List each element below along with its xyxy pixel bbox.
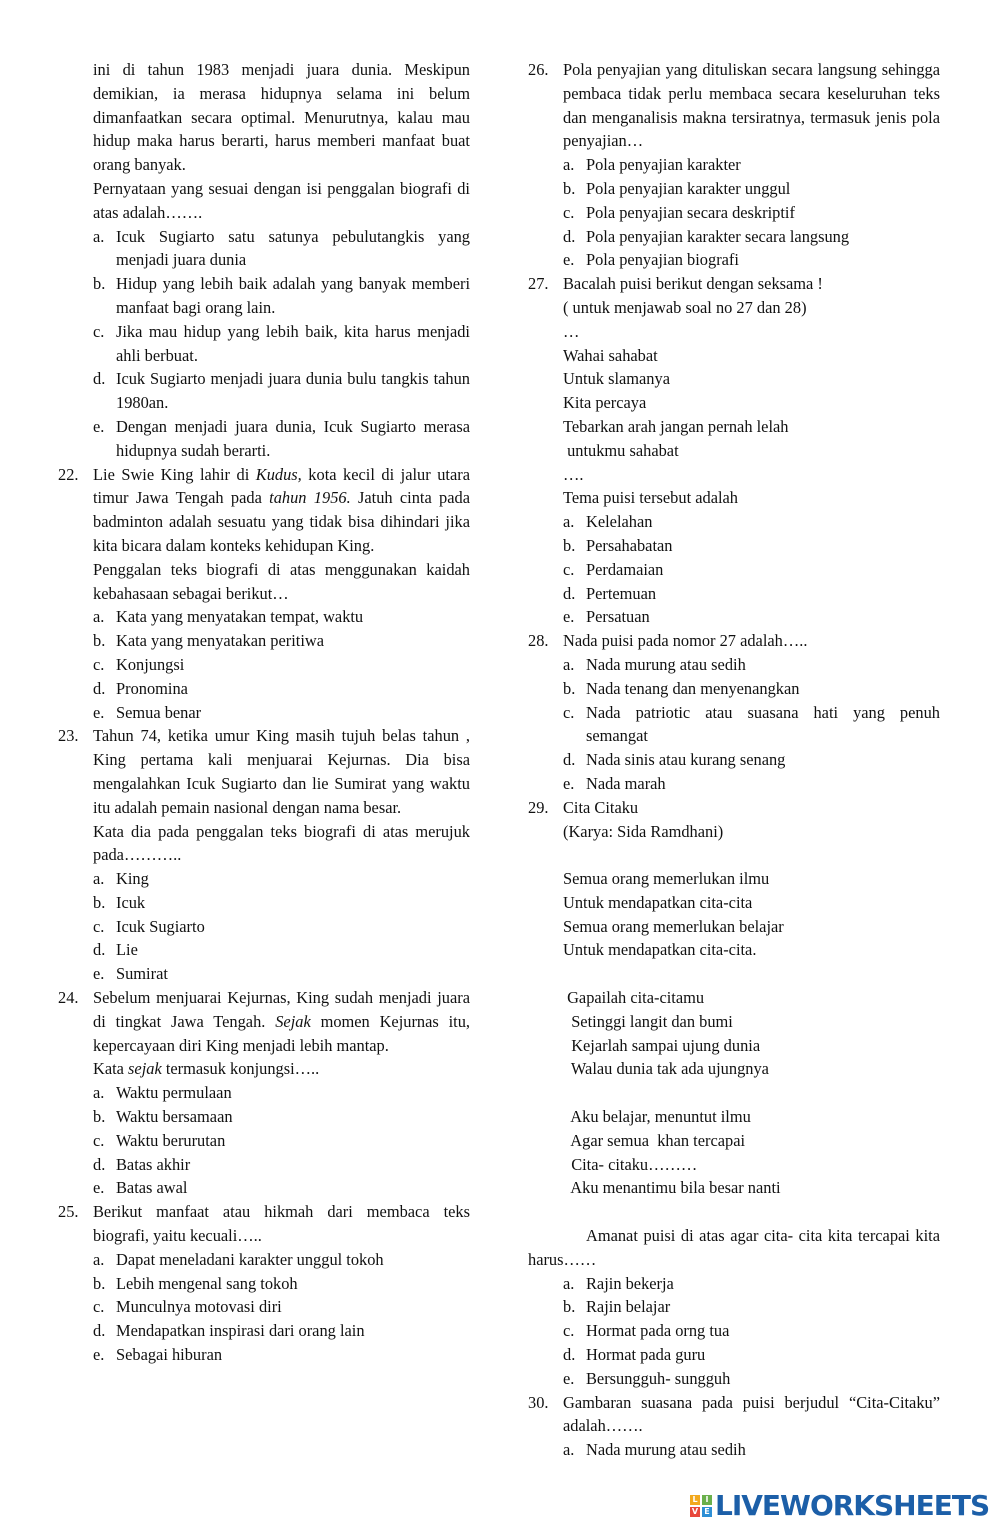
option-26d[interactable]: d. Pola penyajian karakter secara langsung xyxy=(563,226,850,246)
option-29b[interactable]: b. Rajin belajar xyxy=(563,1297,671,1317)
logo-square-v: V xyxy=(691,1507,699,1517)
question-25 xyxy=(58,1200,470,1367)
option-29d[interactable]: d. Hormat pada guru xyxy=(563,1345,706,1365)
option-27c[interactable]: c. Perdamaian xyxy=(563,559,664,579)
option-25e[interactable]: e. Sebagai hiburan xyxy=(93,1345,223,1365)
q27-poem-line: Untuk slamanya xyxy=(563,369,670,389)
q29-author: (Karya: Sida Ramdhani) xyxy=(563,821,724,841)
question-23 xyxy=(58,724,470,986)
option-26e[interactable]: e. Pola penyajian biografi xyxy=(563,250,739,270)
logo-text: LIVEWORKSHEETS xyxy=(715,1489,990,1523)
poem-line: Agar semua khan tercapai xyxy=(563,1130,746,1150)
option-21d[interactable]: d. Icuk Sugiarto menjadi juara dunia bulu tangkis tahun 1980an. xyxy=(93,369,470,413)
q28-text: 28. Nada puisi pada nomor 27 adalah….. xyxy=(528,631,808,651)
q21-paragraph: ini di tahun 1983 menjadi juara dunia. Meskipun demikian, ia merasa hidupnya selama ini belum dimanfaatkan secara optimal. Menurutnya, kalau mau hidup maka harus berarti, harus memberi manfaat buat orang banyak. xyxy=(93,60,470,175)
q22-text: 22. Lie Swie King lahir di Kudus, kota kecil di jalur utara timur Jawa Tengah pada tahun 1956. Jatuh cinta pada badminton adalah sesuatu yang tidak bisa dihindari jika kita bicara dalam konteks kehidupan King. xyxy=(58,464,470,555)
poem-line: Setinggi langit dan bumi xyxy=(563,1011,733,1031)
option-21e[interactable]: e. Dengan menjadi juara dunia, Icuk Sugiarto merasa hidupnya sudah berarti. xyxy=(93,416,470,460)
option-21c[interactable]: c. Jika mau hidup yang lebih baik, kita harus menjadi ahli berbuat. xyxy=(93,321,470,365)
q29-prompt: Amanat puisi di atas agar cita- cita kita tercapai kita harus…… xyxy=(528,1226,940,1269)
q27-poem-line: Tebarkan arah jangan pernah lelah xyxy=(563,416,789,436)
option-24e[interactable]: e. Batas awal xyxy=(93,1178,188,1198)
right-column xyxy=(528,58,940,1462)
option-27d[interactable]: d. Pertemuan xyxy=(563,583,657,603)
option-28a[interactable]: a. Nada murung atau sedih xyxy=(563,654,746,674)
option-28c[interactable]: c. Nada patriotic atau suasana hati yang penuh semangat xyxy=(563,702,940,746)
q27-prompt: Tema puisi tersebut adalah xyxy=(563,488,738,508)
option-26b[interactable]: b. Pola penyajian karakter unggul xyxy=(563,178,791,198)
poem-line: Semua orang memerlukan belajar xyxy=(563,916,784,936)
option-26c[interactable]: c. Pola penyajian secara deskriptif xyxy=(563,202,795,222)
q30-text: 30. Gambaran suasana pada puisi berjudul “Cita-Citaku” adalah……. xyxy=(528,1392,940,1436)
option-28e[interactable]: e. Nada marah xyxy=(563,773,666,793)
q27-instruction: 27. Bacalah puisi berikut dengan seksama ! xyxy=(528,274,823,294)
option-22d[interactable]: d. Pronomina xyxy=(93,678,188,698)
q27-poem-line: Wahai sahabat xyxy=(563,345,658,365)
poem-line: Aku menantimu bila besar nanti xyxy=(563,1178,781,1198)
question-29 xyxy=(528,796,940,1391)
q27-poem-line: Kita percaya xyxy=(563,393,647,413)
q21-prompt: Pernyataan yang sesuai dengan isi penggalan biografi di atas adalah……. xyxy=(93,178,470,222)
q23-text: 23. Tahun 74, ketika umur King masih tujuh belas tahun , King pertama kali menjuarai Kejurnas. Dia bisa mengalahkan Icuk Sugiarto dan lie Sumirat yang waktu itu adalah pemain nasional dengan nama besar. xyxy=(58,726,470,817)
option-24d[interactable]: d. Batas akhir xyxy=(93,1154,191,1174)
poem-line: Gapailah cita-citamu xyxy=(563,988,705,1008)
question-30 xyxy=(528,1391,940,1462)
poem-line: Walau dunia tak ada ujungnya xyxy=(563,1059,769,1079)
option-30a[interactable]: a. Nada murung atau sedih xyxy=(563,1440,746,1460)
q24-prompt: Kata sejak termasuk konjungsi….. xyxy=(93,1059,320,1079)
q27-line: …. xyxy=(563,464,584,484)
liveworksheets-logo[interactable] xyxy=(690,1489,989,1523)
option-29e[interactable]: e. Bersungguh- sungguh xyxy=(563,1368,731,1388)
option-26a[interactable]: a. Pola penyajian karakter xyxy=(563,155,741,175)
q22-prompt: Penggalan teks biografi di atas menggunakan kaidah kebahasaan sebagai berikut… xyxy=(93,559,470,603)
question-26 xyxy=(528,58,940,272)
option-22c[interactable]: c. Konjungsi xyxy=(93,654,185,674)
option-27e[interactable]: e. Persatuan xyxy=(563,607,650,627)
option-23d[interactable]: d. Lie xyxy=(93,940,138,960)
question-21-continued xyxy=(58,58,470,463)
option-22b[interactable]: b. Kata yang menyatakan peritiwa xyxy=(93,631,324,651)
question-24 xyxy=(58,986,470,1200)
option-25a[interactable]: a. Dapat meneladani karakter unggul tokoh xyxy=(93,1249,384,1269)
logo-square-e: E xyxy=(702,1507,712,1517)
question-28 xyxy=(528,629,940,796)
poem-line: Untuk mendapatkan cita-cita. xyxy=(563,940,757,960)
option-21a[interactable]: a. Icuk Sugiarto satu satunya pebulutangkis yang menjadi juara dunia xyxy=(93,226,470,270)
option-28d[interactable]: d. Nada sinis atau kurang senang xyxy=(563,750,786,770)
poem-line: Cita- citaku……… xyxy=(563,1154,698,1174)
question-27 xyxy=(528,272,940,629)
question-22 xyxy=(58,463,470,725)
option-25d[interactable]: d. Mendapatkan inspirasi dari orang lain xyxy=(93,1321,365,1341)
left-column xyxy=(58,58,470,1367)
option-21b[interactable]: b. Hidup yang lebih baik adalah yang banyak memberi manfaat bagi orang lain. xyxy=(93,274,470,317)
poem-line: Kejarlah sampai ujung dunia xyxy=(563,1035,761,1055)
option-23e[interactable]: e. Sumirat xyxy=(93,964,168,984)
option-29c[interactable]: c. Hormat pada orng tua xyxy=(563,1321,730,1341)
option-27a[interactable]: a. Kelelahan xyxy=(563,512,653,532)
logo-square-l: L xyxy=(690,1495,700,1505)
option-23b[interactable]: b. Icuk xyxy=(93,892,146,912)
option-23a[interactable]: a. King xyxy=(93,869,149,889)
option-23c[interactable]: c. Icuk Sugiarto xyxy=(93,916,205,936)
q27-line: ( untuk menjawab soal no 27 dan 28) xyxy=(563,297,807,317)
q29-title: 29. Cita Citaku xyxy=(528,797,639,817)
option-24b[interactable]: b. Waktu bersamaan xyxy=(93,1107,233,1127)
option-24a[interactable]: a. Waktu permulaan xyxy=(93,1083,232,1103)
logo-square-i: I xyxy=(702,1495,712,1505)
q27-poem-line: untukmu sahabat xyxy=(563,440,679,460)
poem-line: Untuk mendapatkan cita-cita xyxy=(563,892,753,912)
option-22a[interactable]: a. Kata yang menyatakan tempat, waktu xyxy=(93,607,364,627)
q26-text: 26. Pola penyajian yang dituliskan secara langsung sehingga pembaca tidak perlu membaca secara keseluruhan teks dan menganalisis makna tersiratnya, termasuk jenis pola penyajian… xyxy=(528,60,940,151)
logo-grid-icon xyxy=(690,1495,712,1517)
q23-prompt: Kata dia pada penggalan teks biografi di atas merujuk pada……….. xyxy=(93,821,470,865)
q25-text: 25. Berikut manfaat atau hikmah dari membaca teks biografi, yaitu kecuali….. xyxy=(58,1202,470,1246)
option-27b[interactable]: b. Persahabatan xyxy=(563,535,673,555)
option-25c[interactable]: c. Munculnya motovasi diri xyxy=(93,1297,282,1317)
option-25b[interactable]: b. Lebih mengenal sang tokoh xyxy=(93,1273,298,1293)
q24-text: 24. Sebelum menjuarai Kejurnas, King sudah menjadi juara di tingkat Jawa Tengah. Sejak momen Kejurnas itu, kepercayaan diri King menjadi lebih mantap. xyxy=(58,988,471,1055)
poem-line: Aku belajar, menuntut ilmu xyxy=(563,1107,751,1127)
q27-line: … xyxy=(563,321,580,341)
option-28b[interactable]: b. Nada tenang dan menyenangkan xyxy=(563,678,800,698)
option-24c[interactable]: c. Waktu berurutan xyxy=(93,1130,226,1150)
poem-line: Semua orang memerlukan ilmu xyxy=(563,869,770,889)
option-29a[interactable]: a. Rajin bekerja xyxy=(563,1273,674,1293)
option-22e[interactable]: e. Semua benar xyxy=(93,702,202,722)
